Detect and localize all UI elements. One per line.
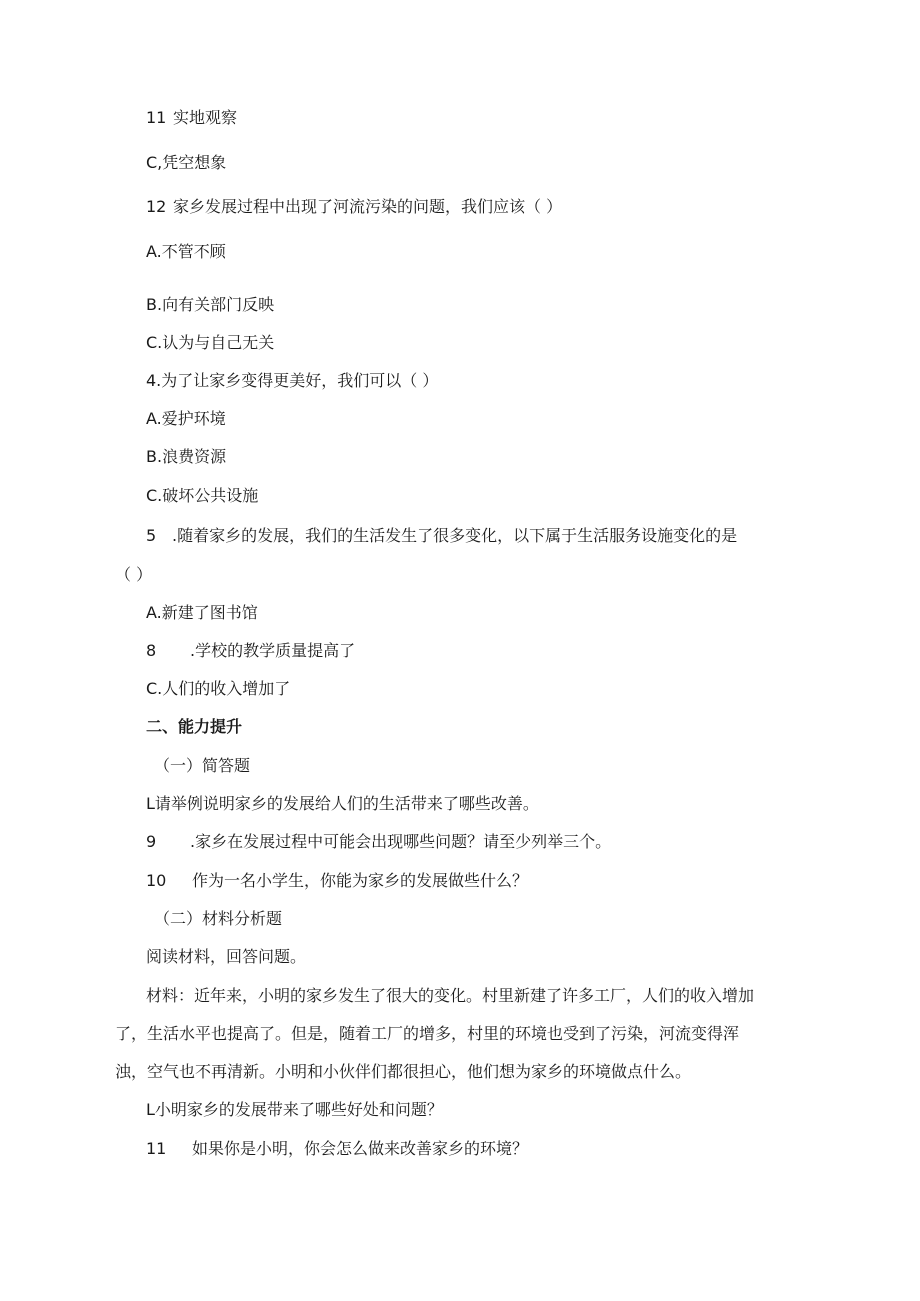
item-number: 11 bbox=[146, 108, 167, 127]
option-line bbox=[146, 152, 226, 174]
option-line bbox=[146, 485, 258, 507]
item-text: （ ） bbox=[115, 565, 153, 584]
item-text: 材料：近年来，小明的家乡发生了很大的变化。村里新建了许多工厂，人们的收入增加 bbox=[146, 986, 755, 1005]
material-paragraph-line bbox=[115, 1023, 739, 1045]
question-line bbox=[146, 196, 562, 218]
option-line bbox=[146, 408, 226, 430]
item-text: C.认为与自己无关 bbox=[146, 333, 275, 352]
subsection-heading bbox=[154, 755, 250, 777]
item-text: A.爱护环境 bbox=[146, 409, 226, 428]
item-text: 阅读材料，回答问题。 bbox=[146, 947, 307, 966]
item-text: C,凭空想象 bbox=[146, 153, 227, 172]
item-text: 二、能力提升 bbox=[146, 717, 243, 736]
item-text: 家乡发展过程中出现了河流污染的问题，我们应该（ ） bbox=[173, 197, 563, 216]
item-text: L请举例说明家乡的发展给人们的生活带来了哪些改善。 bbox=[146, 794, 539, 813]
item-text: 作为一名小学生，你能为家乡的发展做些什么？ bbox=[192, 871, 529, 890]
subsection-heading bbox=[154, 908, 282, 930]
item-number: 12 bbox=[146, 197, 167, 216]
item-text: 4.为了让家乡变得更美好，我们可以（ ） bbox=[146, 371, 439, 390]
item-text: B.向有关部门反映 bbox=[146, 295, 275, 314]
material-paragraph-line bbox=[146, 985, 754, 1007]
item-text: （二）材料分析题 bbox=[154, 909, 283, 928]
option-line bbox=[146, 107, 237, 129]
item-text: C.破坏公共设施 bbox=[146, 486, 259, 505]
item-number: 10 bbox=[146, 871, 167, 890]
item-text: 浊，空气也不再清新。小明和小伙伴们都很担心，他们想为家乡的环境做点什么。 bbox=[115, 1062, 692, 1081]
item-text: 实地观察 bbox=[173, 108, 238, 127]
option-line bbox=[146, 602, 258, 624]
item-text: A.新建了图书馆 bbox=[146, 603, 258, 622]
question-line bbox=[115, 564, 152, 586]
option-line bbox=[146, 678, 290, 700]
section-heading bbox=[146, 716, 242, 738]
item-text: L小明家乡的发展带来了哪些好处和问题？ bbox=[146, 1100, 443, 1119]
option-line bbox=[146, 294, 274, 316]
item-number: 11 bbox=[146, 1139, 167, 1158]
instruction-line bbox=[146, 946, 306, 968]
item-text: A.不管不顾 bbox=[146, 242, 226, 261]
question-line bbox=[146, 870, 528, 892]
item-text: （一）简答题 bbox=[154, 756, 251, 775]
option-line bbox=[146, 332, 274, 354]
option-line bbox=[146, 241, 226, 263]
item-text: .家乡在发展过程中可能会出现哪些问题？请至少列举三个。 bbox=[190, 832, 612, 851]
question-line bbox=[146, 1138, 528, 1160]
item-text: .随着家乡的发展，我们的生活发生了很多变化，以下属于生活服务设施变化的是 bbox=[172, 526, 738, 545]
item-text: C.人们的收入增加了 bbox=[146, 679, 291, 698]
item-text: .学校的教学质量提高了 bbox=[190, 641, 356, 660]
question-line bbox=[146, 525, 737, 547]
item-text: 如果你是小明，你会怎么做来改善家乡的环境？ bbox=[192, 1139, 529, 1158]
question-line bbox=[146, 370, 438, 392]
item-number: 8 bbox=[146, 641, 157, 660]
item-text: B.浪费资源 bbox=[146, 447, 227, 466]
item-number: 5 bbox=[146, 526, 157, 545]
item-text: 了，生活水平也提高了。但是，随着工厂的增多，村里的环境也受到了污染，河流变得浑 bbox=[115, 1024, 740, 1043]
material-paragraph-line bbox=[115, 1061, 691, 1083]
question-line bbox=[146, 1099, 443, 1121]
question-line bbox=[146, 831, 611, 853]
option-line bbox=[146, 640, 355, 662]
question-line bbox=[146, 793, 539, 815]
option-line bbox=[146, 446, 226, 468]
item-number: 9 bbox=[146, 832, 157, 851]
